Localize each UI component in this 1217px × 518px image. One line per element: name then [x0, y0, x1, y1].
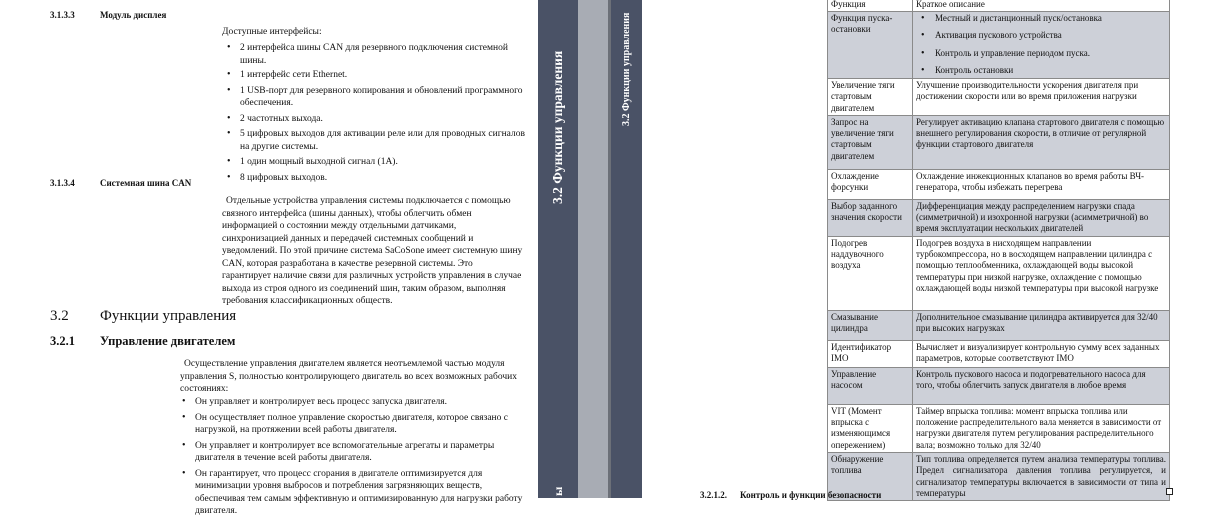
table-row [828, 115, 1170, 169]
column-header: Функция [828, 0, 913, 12]
subheading-title: Управление двигателем [100, 334, 236, 348]
table-cell: Увеличение тяги стартовым двигателем [828, 79, 913, 116]
section-number: 3.1.3.4 [50, 178, 75, 188]
heading-title: Функции управления [100, 308, 237, 324]
chapter-side-band [538, 0, 578, 498]
table-cell: VIT (Момент впрыска с изменяющимся опережением) [828, 404, 913, 452]
table-cell: Тип топлива определяется путем анализа температуры топлива. Предел сигнализатора давления топлива регулируется, и сигнализатор температуры включается в зависимости от типа и температуры [913, 453, 1170, 501]
table-row [828, 367, 1170, 404]
list-item: • 1 один мощный выходной сигнал (1А). [240, 156, 533, 169]
table-cell: Охлаждение инжекционных клапанов во время работы ВЧ-генератора, чтобы избежать перегрева [913, 169, 1170, 199]
resize-handle[interactable] [1166, 488, 1173, 495]
list-item: • Он управляет и контролирует все вспомогательные агрегаты и параметры двигателя в течение всей работы двигателя. [195, 440, 528, 465]
heading-number: 3.2 [50, 308, 69, 324]
list-item: • Контроль и управление периодом пуска. [935, 48, 1166, 59]
list-item: • Контроль остановки [935, 65, 1166, 76]
table-row [828, 199, 1170, 236]
list-item: • Активация пускового устройства [935, 30, 1166, 41]
table-cell: Охлаждение форсунки [828, 169, 913, 199]
table-cell: Подогрев воздуха в нисходящем направлении турбокомпрессора, но в восходящем направлении цилиндра с помощью теплообменника, охлаждающей воды высокой температуры при низкой нагрузке, охлаждение с помощью охлаждающей воды низкой температуры при высокой нагрузке [913, 236, 1170, 310]
table-row [828, 79, 1170, 116]
list-item: • 2 частотных выхода. [240, 113, 533, 126]
functions-table [827, 0, 1170, 501]
can-bus-paragraph: Отдельные устройства управления системы подключается с помощью связного интерфейса (шины данных), чтобы облегчить обмен информацией о состоянии между отдельными датчиками, синхронизацией данных и передачей системных сообщений и уведомлений. По этой причине система SaCoSone имеет системную шину CAN, которая разработана в качестве резервной системы. Это гарантирует наличие связи для различных устройств управления в случае выхода из строя одного из соединений шин, таким образом, выполняя требования классификационных обществ. [222, 196, 523, 306]
engine-functions-list [195, 396, 528, 518]
table-cell: Регулирует активацию клапана стартового двигателя с помощью внешнего регулирования скорости, в отличие от регулярной функции стартового двигателя [913, 115, 1170, 169]
table-row [828, 340, 1170, 367]
table-cell: Функция пуска-остановки [828, 12, 913, 79]
table-row [828, 404, 1170, 452]
document-page-right [611, 0, 1217, 498]
subheading-number: 3.2.1 [50, 334, 75, 348]
table-cell: Таймер впрыска топлива: момент впрыска топлива или положение распределительного вала меняется в зависимости от нагрузки двигателя путем регулирования распределительного вала; возможно только для 32/40 [913, 404, 1170, 452]
table-row [828, 169, 1170, 199]
list-item: • Местный и дистанционный пуск/остановка [935, 13, 1166, 24]
section-title: Контроль и функции безопасности [740, 490, 882, 500]
list-item: • Он осуществляет полное управление скоростью двигателя, которое связано с нагрузкой, на протяжении всей работы двигателя. [195, 412, 528, 437]
table-cell: Обнаружение топлива [828, 453, 913, 501]
table-cell: Вычисляет и визуализирует контрольную сумму всех заданных параметров, которые соответствуют IMO [913, 340, 1170, 367]
table-cell: Идентификатор IMO [828, 340, 913, 367]
table-cell: Запрос на увеличение тяги стартовым двигателем [828, 115, 913, 169]
table-row [828, 310, 1170, 340]
table-row [828, 12, 1170, 79]
chapter-label-fragment: ы [551, 486, 565, 496]
list-item: • Он гарантирует, что процесс сгорания в двигателе оптимизируется для минимизации уровня выбросов и потребления загрязняющих веществ, обеспечивая тем самым эффективную и оптимизированную для нагрузки работу двигателя. [195, 468, 528, 518]
chapter-side-band [611, 0, 642, 498]
column-header: Краткое описание [913, 0, 1170, 12]
interfaces-list [240, 42, 533, 184]
table-row [828, 236, 1170, 310]
engine-control-paragraph: Осуществление управления двигателем является неотъемлемой частью модуля управления S, полностью контролирующего двигатель во всех возможных рабочих состояниях: [180, 359, 517, 394]
list-item: • 8 цифровых выходов. [240, 172, 533, 185]
table-header-row [828, 0, 1170, 12]
table-cell: Дополнительное смазывание цилиндра активируется для 32/40 при высоких нагрузках [913, 310, 1170, 340]
table-cell [913, 12, 1170, 79]
table-cell: Дифференциация между распределением нагрузки спада (симметричной) и изохронной нагрузки (асимметричной) во время эксплуатации нескольких двигателей [913, 199, 1170, 236]
section-number: 3.2.1.2. [700, 490, 727, 500]
table-cell: Улучшение производительности ускорения двигателя при достижении скорости или во время приложения нагрузки [913, 79, 1170, 116]
interfaces-intro: Доступные интерфейсы: [222, 27, 322, 37]
list-item: • 1 USB-порт для резервного копирования и обновлений программного обеспечения. [240, 85, 533, 110]
table-cell: Смазывание цилиндра [828, 310, 913, 340]
table-cell: Выбор заданного значения скорости [828, 199, 913, 236]
list-item: • 5 цифровых выходов для активации реле или для проводных сигналов на другие системы. [240, 128, 533, 153]
table-cell: Контроль пускового насоса и подогревательного насоса для того, чтобы облегчить запуск двигателя в любое время [913, 367, 1170, 404]
section-number: 3.1.3.3 [50, 10, 75, 20]
table-cell: Подогрев наддувочного воздуха [828, 236, 913, 310]
chapter-label: 3.2 Функции управления [621, 12, 632, 126]
chapter-label: 3.2 Функции управления [550, 50, 565, 204]
list-item: • 1 интерфейс сети Ethernet. [240, 69, 533, 82]
section-title: Модуль дисплея [100, 10, 167, 20]
list-item: • 2 интерфейса шины CAN для резервного подключения системной шины. [240, 42, 533, 67]
section-title: Системная шина CAN [100, 178, 192, 188]
cell-bullet-list [916, 13, 1166, 76]
table-cell: Управление насосом [828, 367, 913, 404]
list-item: • Он управляет и контролирует весь процесс запуска двигателя. [195, 396, 528, 409]
document-page-left [0, 0, 538, 516]
